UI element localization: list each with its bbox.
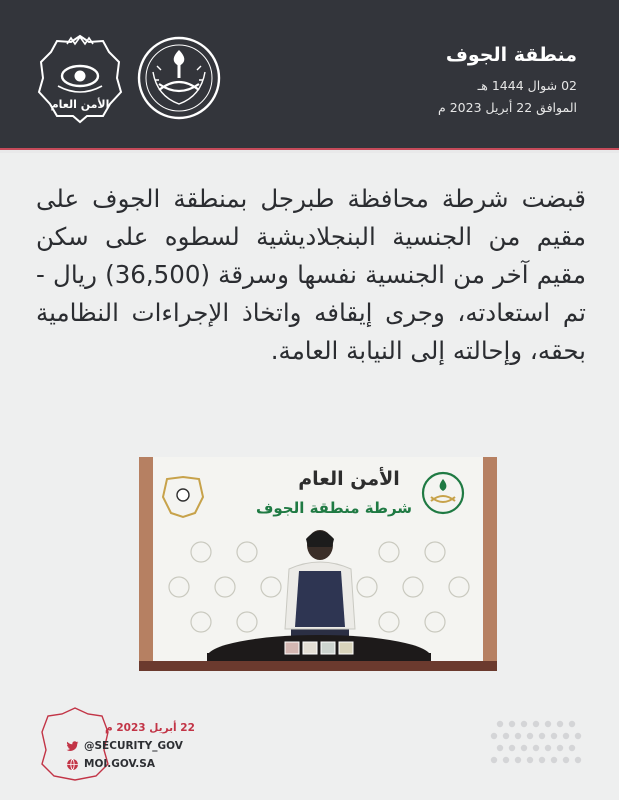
header-divider <box>0 148 619 153</box>
footer-date: 22 أبريل 2023 م <box>105 722 195 734</box>
header-bar <box>0 0 619 148</box>
public-security-emblem-icon <box>37 32 123 126</box>
hijri-date: 02 شوال 1444 هـ <box>477 78 577 93</box>
article-body: قبضت شرطة محافظة طبرجل بمنطقة الجوف على مقيم من الجنسية البنجلاديشية لسطوه على سكن مقيم آخر من الجنسية نفسها وسرقة (36,500) ريال - تم استعادته، وجرى إيقافه واتخاذ الإجراءات النظامية بحقه، وإحالته إلى النيابة العامة. <box>36 184 586 365</box>
twitter-icon <box>66 741 79 752</box>
news-photo <box>139 457 497 671</box>
website-link: MOI.GOV.SA <box>84 758 155 770</box>
gregorian-date: الموافق 22 أبريل 2023 م <box>438 100 577 115</box>
banner-subtitle: شرطة منطقة الجوف <box>255 499 413 517</box>
twitter-handle: @SECURITY_GOV <box>84 740 183 752</box>
globe-icon <box>66 758 79 771</box>
website-row[interactable] <box>66 756 155 772</box>
twitter-row[interactable] <box>66 738 183 754</box>
moi-emblem-icon <box>137 36 221 120</box>
emblem-caption: الأمن العام <box>50 98 110 111</box>
region-title: منطقة الجوف <box>445 44 577 66</box>
banner-title: الأمن العام <box>298 468 400 490</box>
dot-pattern-decoration <box>488 716 588 772</box>
